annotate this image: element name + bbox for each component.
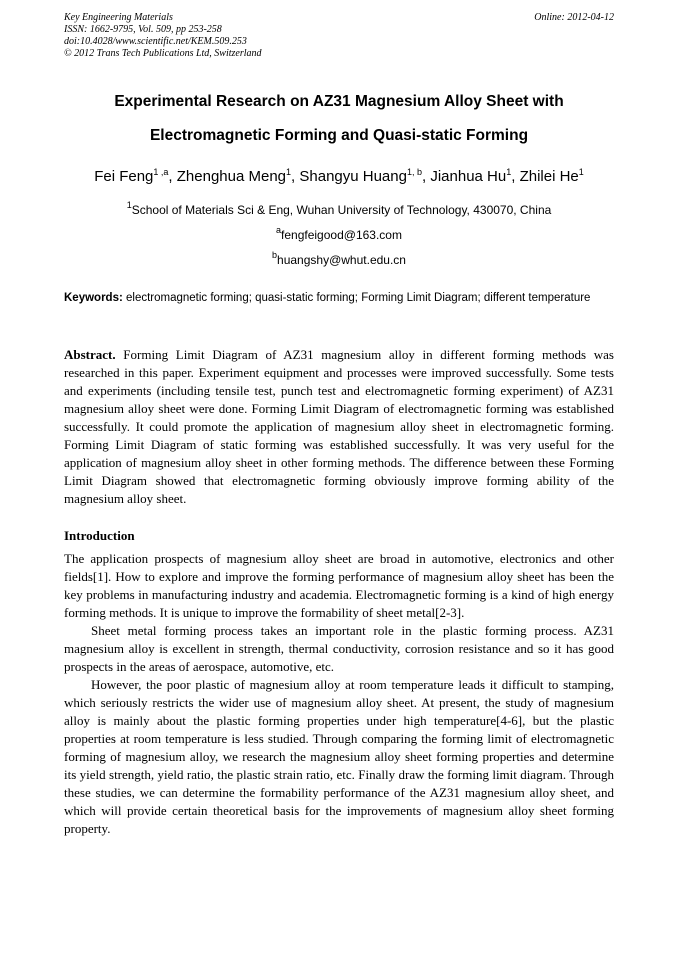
paragraph: The application prospects of magnesium alloy sheet are broad in automotive, electronics and other fields[1]. How to explore and improve the forming performance of magnesium alloy sheet has been the key problems in manufacturing industry and academia. Electromagnetic forming is a kind of high energy forming methods. It is unique to improve the formability of sheet metal[2-3].: [64, 551, 614, 620]
paragraph: Sheet metal forming process takes an important role in the plastic forming process. AZ31 magnesium alloy is excellent in strength, thermal conductivity, corrosion resistance and so it has good prospects in the areas of aerospace, automotive, etc.: [64, 623, 614, 674]
affiliation: $^1$School of Materials Sci & Eng, Wuhan University of Technology, 430070, China: [126, 200, 552, 217]
issn-line: ISSN: 1662-9795, Vol. 509, pp 253-258: [64, 24, 222, 35]
author: Shangyu Huang$^{1, b}$,: [299, 167, 431, 185]
section-heading-introduction: Introduction: [64, 528, 135, 543]
author: Zhilei He$^1$: [519, 167, 584, 185]
abstract: [64, 346, 614, 508]
author-list: [64, 167, 614, 187]
introduction-body: [64, 550, 614, 838]
abstract-label: Abstract.: [64, 347, 116, 362]
keywords-label: Keywords:: [64, 292, 123, 304]
author: Jianhua Hu$^1$,: [430, 167, 520, 185]
journal-name: Key Engineering Materials: [64, 12, 173, 23]
keywords: [64, 290, 614, 307]
journal-header: [64, 12, 262, 60]
author: Fei Feng$^{1 ,a}$,: [94, 167, 177, 185]
paper-title-line-1: Experimental Research on AZ31 Magnesium Alloy Sheet with: [114, 93, 564, 110]
email-b[interactable]: $^b$huangshy@whut.edu.cn: [272, 250, 406, 267]
keywords-text: electromagnetic forming; quasi-static forming; Forming Limit Diagram; different temperature: [122, 292, 591, 304]
paragraph: However, the poor plastic of magnesium alloy at room temperature leads it difficult to stamping, which seriously restricts the wider use of magnesium alloy sheet. At present, the study of magnesium alloy is mainly about the plastic forming properties under high temperature[4-6], but the plastic properties at room temperature is less studied. Through comparing the forming limit of electromagnetic forming of magnesium alloy, we research the magnesium alloy sheet forming properties and determine its yield strength, yield ratio, the plastic strain ratio, etc. Finally draw the forming limit diagram. Through these studies, we can determine the formability performance of the AZ31 magnesium alloy sheet, and which will provide certain theoretical basis for the improvements of magnesium alloy sheet forming property.: [64, 677, 614, 836]
author: Zhenghua Meng$^1$,: [176, 167, 300, 185]
abstract-text: Forming Limit Diagram of AZ31 magnesium alloy in different forming methods was researched in this paper. Experiment equipment and processes were improved successfully. Some tests and experiments (including tensile test, punch test and electromagnetic forming experiment) of AZ31 magnesium alloy sheet were done. Forming Limit Diagram of electromagnetic forming was established successfully. It could promote the application of magnesium alloy sheet in electromagnetic forming. Forming Limit Diagram of static forming was established successfully. It was very useful for the application of magnesium alloy sheet in other forming methods. The difference between these Forming Limit Diagram showed that electromagnetic forming obviously improve forming ability of the magnesium alloy sheet.: [64, 347, 614, 506]
doi-line: doi:10.4028/www.scientific.net/KEM.509.253: [64, 36, 247, 47]
online-date: Online: 2012-04-12: [534, 12, 614, 23]
copyright-line: © 2012 Trans Tech Publications Ltd, Switzerland: [64, 48, 262, 59]
paper-title-line-2: Electromagnetic Forming and Quasi-static Forming: [149, 127, 529, 144]
email-a[interactable]: $^a$fengfeigood@163.com: [276, 225, 402, 242]
